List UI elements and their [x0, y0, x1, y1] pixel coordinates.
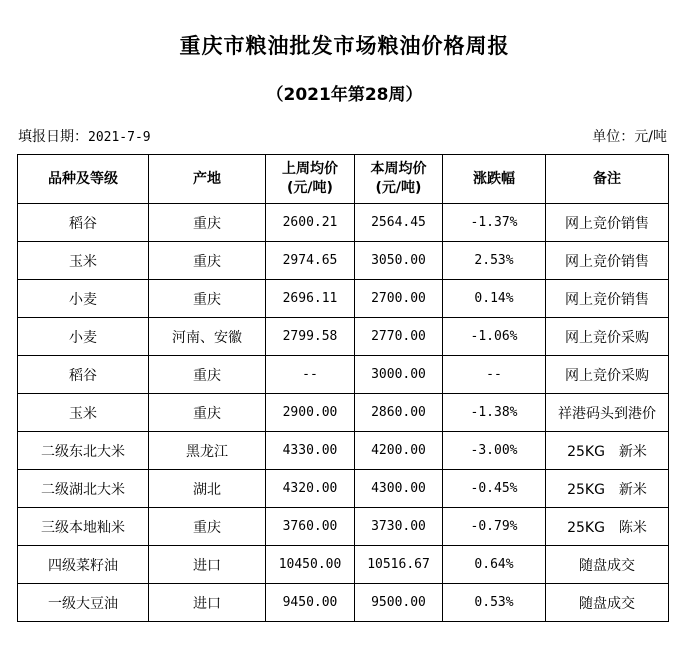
cell-note: 网上竞价销售 — [546, 204, 669, 242]
cell-change: -0.45% — [443, 470, 546, 508]
table-row — [18, 242, 669, 280]
cell-last-week-price: -- — [266, 356, 355, 394]
cell-origin: 黑龙江 — [149, 432, 266, 470]
cell-origin: 湖北 — [149, 470, 266, 508]
cell-this-week-price: 3000.00 — [355, 356, 443, 394]
cell-this-week-price: 4200.00 — [355, 432, 443, 470]
cell-product: 小麦 — [18, 318, 149, 356]
fill-date — [18, 126, 151, 146]
cell-origin: 重庆 — [149, 508, 266, 546]
cell-change: -0.79% — [443, 508, 546, 546]
cell-note: 25KG 新米 — [546, 432, 669, 470]
header-note: 备注 — [546, 155, 669, 204]
cell-product: 二级湖北大米 — [18, 470, 149, 508]
cell-this-week-price: 9500.00 — [355, 584, 443, 622]
cell-change: 0.14% — [443, 280, 546, 318]
cell-this-week-price: 2860.00 — [355, 394, 443, 432]
cell-this-week-price: 2564.45 — [355, 204, 443, 242]
table-row — [18, 508, 669, 546]
cell-note: 25KG 陈米 — [546, 508, 669, 546]
cell-note: 网上竞价采购 — [546, 356, 669, 394]
cell-product: 稻谷 — [18, 204, 149, 242]
fill-date-label: 填报日期： — [18, 129, 88, 145]
cell-note: 随盘成交 — [546, 546, 669, 584]
cell-product: 四级菜籽油 — [18, 546, 149, 584]
table-row — [18, 394, 669, 432]
fill-date-value: 2021-7-9 — [88, 130, 151, 145]
cell-origin: 河南、安徽 — [149, 318, 266, 356]
cell-change: -1.06% — [443, 318, 546, 356]
cell-origin: 进口 — [149, 584, 266, 622]
cell-origin: 重庆 — [149, 242, 266, 280]
cell-product: 玉米 — [18, 394, 149, 432]
cell-this-week-price: 3050.00 — [355, 242, 443, 280]
cell-note: 25KG 新米 — [546, 470, 669, 508]
cell-note: 网上竞价销售 — [546, 280, 669, 318]
cell-last-week-price: 2600.21 — [266, 204, 355, 242]
table-row — [18, 470, 669, 508]
table-row — [18, 318, 669, 356]
cell-last-week-price: 2799.58 — [266, 318, 355, 356]
cell-origin: 进口 — [149, 546, 266, 584]
table-row — [18, 546, 669, 584]
cell-last-week-price: 2974.65 — [266, 242, 355, 280]
cell-origin: 重庆 — [149, 204, 266, 242]
cell-last-week-price: 10450.00 — [266, 546, 355, 584]
cell-last-week-price: 2900.00 — [266, 394, 355, 432]
cell-product: 小麦 — [18, 280, 149, 318]
cell-note: 随盘成交 — [546, 584, 669, 622]
cell-this-week-price: 4300.00 — [355, 470, 443, 508]
table-row — [18, 584, 669, 622]
table-row — [18, 432, 669, 470]
cell-origin: 重庆 — [149, 280, 266, 318]
cell-product: 三级本地籼米 — [18, 508, 149, 546]
header-this-week-price: 本周均价 (元/吨) — [355, 155, 443, 204]
cell-change: 0.64% — [443, 546, 546, 584]
cell-origin: 重庆 — [149, 356, 266, 394]
report-subtitle: （2021年第28周） — [266, 85, 423, 105]
header-change: 涨跌幅 — [443, 155, 546, 204]
cell-change: 0.53% — [443, 584, 546, 622]
cell-change: -3.00% — [443, 432, 546, 470]
cell-this-week-price: 2770.00 — [355, 318, 443, 356]
cell-this-week-price: 3730.00 — [355, 508, 443, 546]
table-row — [18, 356, 669, 394]
table-row — [18, 204, 669, 242]
cell-change: -- — [443, 356, 546, 394]
header-last-week-price: 上周均价 (元/吨) — [266, 155, 355, 204]
cell-product: 一级大豆油 — [18, 584, 149, 622]
cell-this-week-price: 10516.67 — [355, 546, 443, 584]
table-body — [18, 204, 669, 622]
cell-origin: 重庆 — [149, 394, 266, 432]
cell-last-week-price: 2696.11 — [266, 280, 355, 318]
cell-note: 网上竞价采购 — [546, 318, 669, 356]
price-table — [17, 154, 669, 622]
cell-last-week-price: 3760.00 — [266, 508, 355, 546]
cell-change: 2.53% — [443, 242, 546, 280]
cell-change: -1.37% — [443, 204, 546, 242]
header-origin: 产地 — [149, 155, 266, 204]
cell-last-week-price: 9450.00 — [266, 584, 355, 622]
cell-note: 网上竞价销售 — [546, 242, 669, 280]
header-product: 品种及等级 — [18, 155, 149, 204]
cell-last-week-price: 4330.00 — [266, 432, 355, 470]
report-title: 重庆市粮油批发市场粮油价格周报 — [179, 34, 510, 58]
unit-label: 单位：元/吨 — [592, 129, 667, 145]
table-row — [18, 280, 669, 318]
cell-product: 二级东北大米 — [18, 432, 149, 470]
cell-product: 玉米 — [18, 242, 149, 280]
cell-last-week-price: 4320.00 — [266, 470, 355, 508]
cell-change: -1.38% — [443, 394, 546, 432]
cell-note: 祥港码头到港价 — [546, 394, 669, 432]
table-header-row — [18, 155, 669, 204]
cell-this-week-price: 2700.00 — [355, 280, 443, 318]
cell-product: 稻谷 — [18, 356, 149, 394]
